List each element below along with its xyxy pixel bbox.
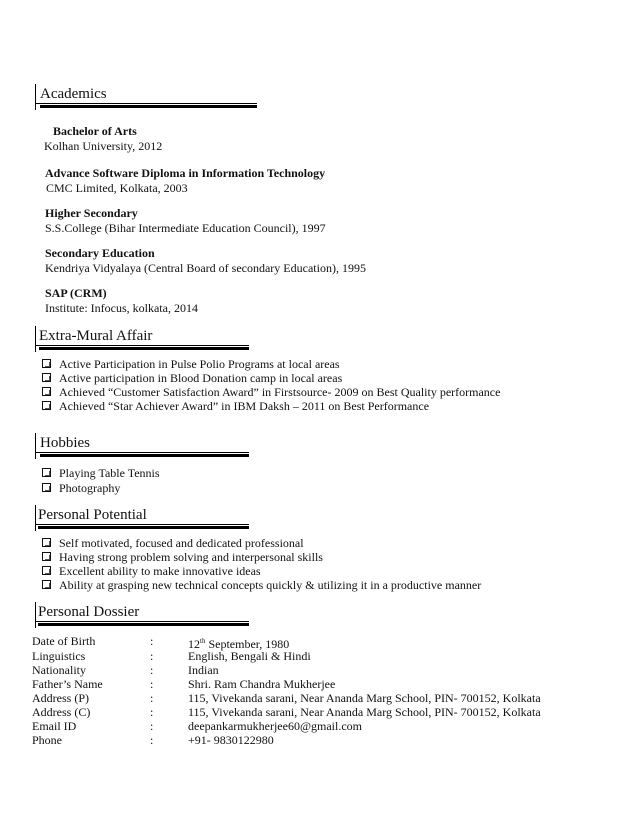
academic-detail: Institute: Infocus, kolkata, 2014 <box>45 301 198 315</box>
dossier-label: Phone <box>32 733 62 747</box>
list-item: Excellent ability to make innovative ideas <box>42 564 261 578</box>
academics-title: Academics <box>40 86 107 102</box>
extra-mural-rule-thin <box>35 345 249 346</box>
list-item: Playing Table Tennis <box>42 466 160 480</box>
dossier-label: Address (C) <box>32 705 91 719</box>
dossier-phone: +91- 9830122980 <box>188 733 274 747</box>
potential-left-rule <box>35 505 36 531</box>
extra-mural-title: Extra-Mural Affair <box>39 328 153 344</box>
dossier-separator: : <box>150 663 154 677</box>
dossier-separator: : <box>150 649 154 663</box>
dossier-separator: : <box>150 634 154 648</box>
academic-detail: Kendriya Vidyalaya (Central Board of secondary Education), 1995 <box>45 261 366 275</box>
dossier-label: Address (P) <box>32 691 89 705</box>
academics-left-rule <box>35 84 36 110</box>
academic-detail: Kolhan University, 2012 <box>44 139 163 153</box>
dossier-separator: : <box>150 719 154 733</box>
academics-rule-thin <box>35 103 257 104</box>
dossier-value: Indian <box>188 663 219 677</box>
potential-rule-thin <box>35 524 249 525</box>
checkbox-bullet-icon <box>42 387 51 396</box>
dossier-label: Linguistics <box>32 649 86 663</box>
dossier-value-dob: 12th September, 1980 <box>188 637 290 651</box>
dossier-separator: : <box>150 705 154 719</box>
dossier-email[interactable]: deepankarmukherjee60@gmail.com <box>188 719 362 733</box>
dossier-separator: : <box>150 691 154 705</box>
academic-degree: Advance Software Diploma in Information Technology <box>45 166 326 180</box>
list-item: Ability at grasping new technical concepts quickly & utilizing it in a productive manner <box>42 578 481 592</box>
extra-mural-rule-thick <box>39 347 249 350</box>
academic-degree: Higher Secondary <box>45 206 138 220</box>
list-item: Self motivated, focused and dedicated professional <box>42 536 304 550</box>
list-item: Achieved “Customer Satisfaction Award” in Firstsource- 2009 on Best Quality performance <box>42 385 500 399</box>
academic-degree: Bachelor of Arts <box>53 124 137 138</box>
checkbox-bullet-icon <box>42 483 51 492</box>
list-item: Achieved “Star Achiever Award” in IBM Daksh – 2011 on Best Performance <box>42 399 429 413</box>
dossier-value: 115, Vivekanda sarani, Near Ananda Marg School, PIN- 700152, Kolkata <box>188 691 541 705</box>
academic-detail: S.S.College (Bihar Intermediate Education Council), 1997 <box>45 221 326 235</box>
list-item: Active Participation in Pulse Polio Programs at local areas <box>42 357 340 371</box>
dossier-label: Date of Birth <box>32 634 96 648</box>
checkbox-bullet-icon <box>42 359 51 368</box>
checkbox-bullet-icon <box>42 401 51 410</box>
list-item: Having strong problem solving and interpersonal skills <box>42 550 323 564</box>
potential-rule-thick <box>38 526 249 529</box>
potential-title: Personal Potential <box>38 507 147 523</box>
dossier-label: Email ID <box>32 719 77 733</box>
dossier-label: Nationality <box>32 663 86 677</box>
dossier-value: 115, Vivekanda sarani, Near Ananda Marg School, PIN- 700152, Kolkata <box>188 705 541 719</box>
checkbox-bullet-icon <box>42 566 51 575</box>
dossier-rule-thin <box>35 621 249 622</box>
academic-detail: CMC Limited, Kolkata, 2003 <box>46 181 188 195</box>
checkbox-bullet-icon <box>42 580 51 589</box>
dossier-separator: : <box>150 733 154 747</box>
checkbox-bullet-icon <box>42 373 51 382</box>
dossier-value: English, Bengali & Hindi <box>188 649 311 663</box>
dossier-title: Personal Dossier <box>38 604 140 620</box>
academics-rule-thick <box>40 105 257 108</box>
hobbies-rule-thick <box>40 454 249 457</box>
hobbies-title: Hobbies <box>40 435 90 451</box>
checkbox-bullet-icon <box>42 538 51 547</box>
dossier-rule-thick <box>38 623 249 626</box>
checkbox-bullet-icon <box>42 552 51 561</box>
checkbox-bullet-icon <box>42 468 51 477</box>
hobbies-rule-thin <box>35 452 249 453</box>
academic-degree: SAP (CRM) <box>45 286 107 300</box>
dossier-left-rule <box>35 602 36 628</box>
extra-mural-left-rule <box>35 326 36 352</box>
academic-degree: Secondary Education <box>45 246 155 260</box>
dossier-value: Shri. Ram Chandra Mukherjee <box>188 677 336 691</box>
dossier-separator: : <box>150 677 154 691</box>
hobbies-left-rule <box>35 433 36 459</box>
dossier-label: Father’s Name <box>32 677 103 691</box>
list-item: Active participation in Blood Donation camp in local areas <box>42 371 342 385</box>
list-item: Photography <box>42 481 120 495</box>
